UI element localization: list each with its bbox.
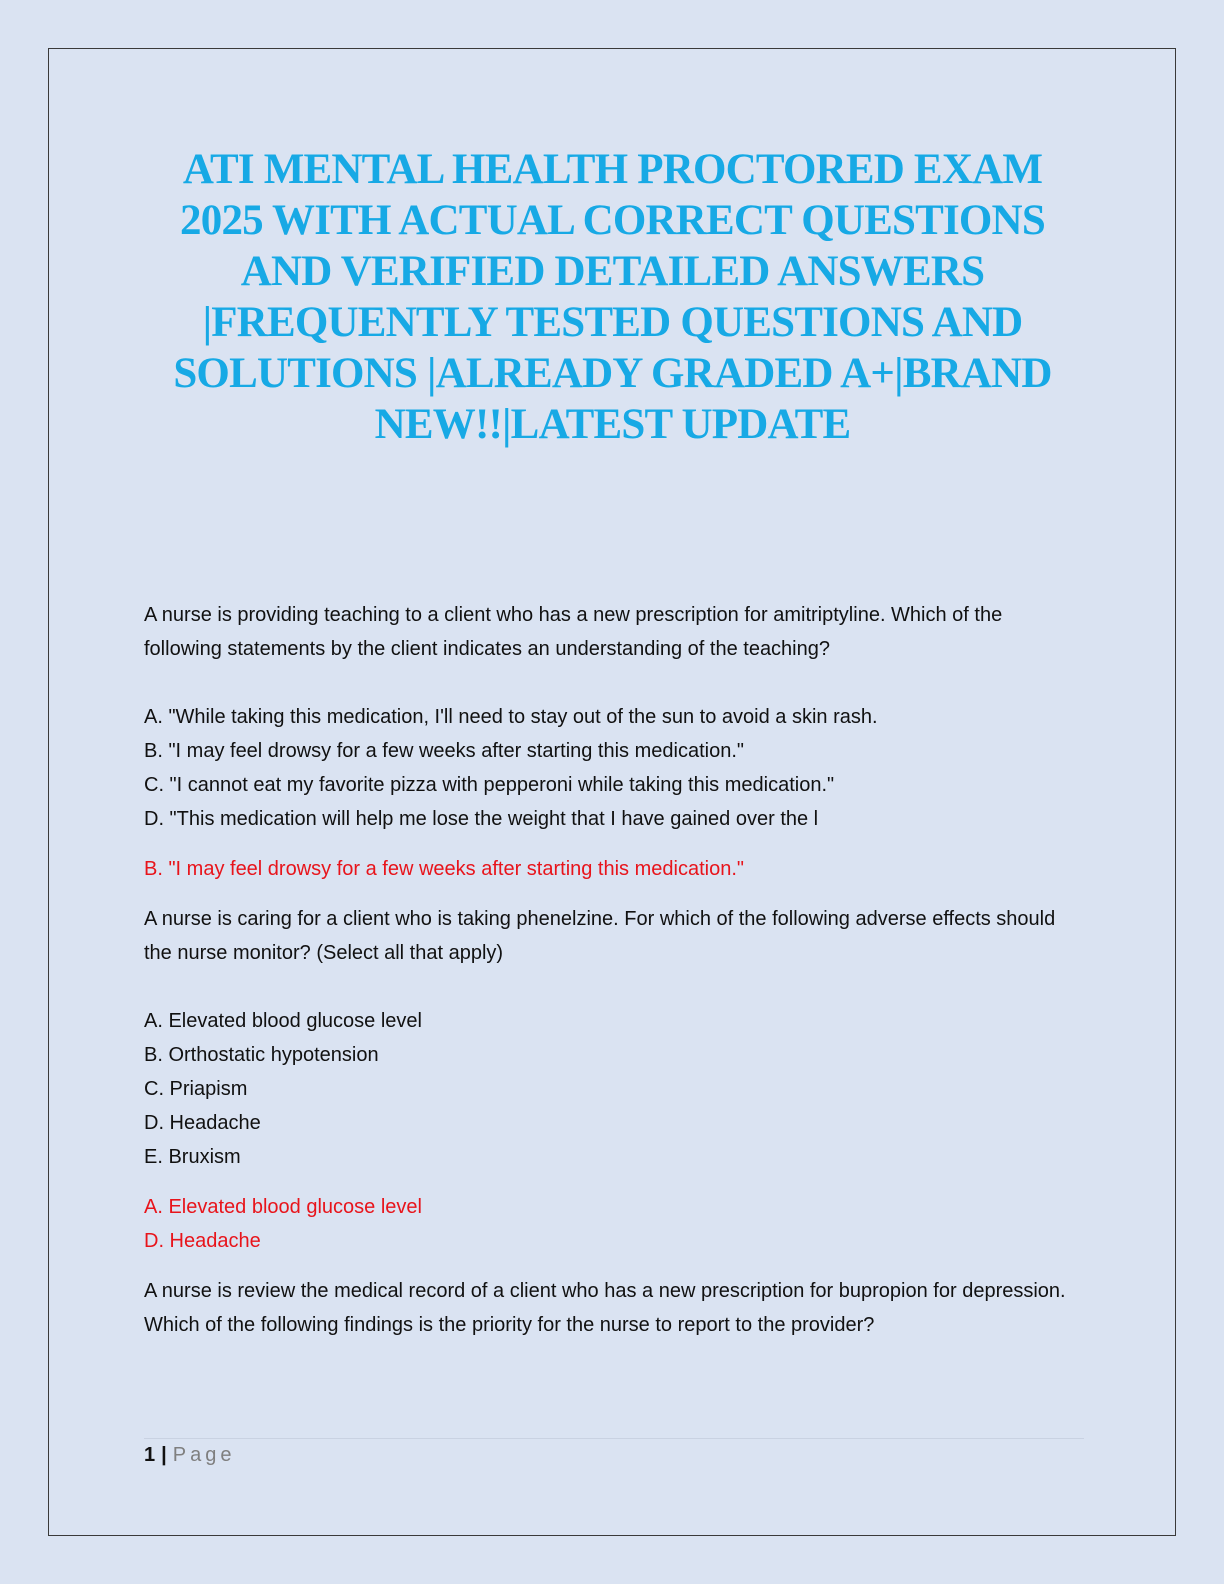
page-footer bbox=[144, 1440, 235, 1470]
question-1-stem: A nurse is providing teaching to a client who has a new prescription for amitriptyline. Which of the following statements by the client indicates an understanding of the teaching? bbox=[144, 604, 1003, 660]
question-2-answer-1: A. Elevated blood glucose level bbox=[144, 1196, 422, 1218]
question-2-option-b: B. Orthostatic hypotension bbox=[144, 1044, 379, 1066]
question-2-answers bbox=[144, 1190, 1084, 1258]
question-1-option-d: D. "This medication will help me lose the weight that I have gained over the l bbox=[144, 808, 819, 830]
question-2-option-a: A. Elevated blood glucose level bbox=[144, 1010, 422, 1032]
question-2-option-e: E. Bruxism bbox=[144, 1146, 241, 1168]
question-1-options bbox=[144, 700, 1084, 836]
question-1-option-c: C. "I cannot eat my favorite pizza with pepperoni while taking this medication." bbox=[144, 774, 835, 796]
question-2-stem: A nurse is caring for a client who is taking phenelzine. For which of the following adverse effects should the nurse monitor? (Select all that apply) bbox=[144, 908, 1056, 964]
question-1-answer: B. "I may feel drowsy for a few weeks after starting this medication." bbox=[144, 858, 744, 880]
question-3-stem: A nurse is review the medical record of a client who has a new prescription for bupropion for depression. Which of the following findings is the priority for the nurse to report to the provider? bbox=[144, 1280, 1066, 1336]
question-1-option-b: B. "I may feel drowsy for a few weeks after starting this medication." bbox=[144, 740, 744, 762]
question-1-option-a: A. "While taking this medication, I'll need to stay out of the sun to avoid a skin rash. bbox=[144, 706, 878, 728]
question-2-options bbox=[144, 1004, 1084, 1174]
question-2-option-c: C. Priapism bbox=[144, 1078, 248, 1100]
question-1-answers bbox=[144, 852, 1084, 886]
document-body bbox=[144, 598, 1084, 1342]
page-label: Page bbox=[172, 1444, 236, 1466]
question-2-answer-2: D. Headache bbox=[144, 1230, 261, 1252]
question-2-option-d: D. Headache bbox=[144, 1112, 261, 1134]
page-number: 1 bbox=[144, 1444, 156, 1466]
footer-separator: | bbox=[161, 1444, 167, 1466]
document-title: ATI MENTAL HEALTH PROCTORED EXAM 2025 WITH ACTUAL CORRECT QUESTIONS AND VERIFIED DETAILED ANSWERS |FREQUENTLY TESTED QUESTIONS AND SOLUTIONS |ALREADY GRADED A+|BRAND NEW!!|LATEST UPDATE bbox=[173, 146, 1052, 448]
footer-divider bbox=[144, 1438, 1084, 1439]
